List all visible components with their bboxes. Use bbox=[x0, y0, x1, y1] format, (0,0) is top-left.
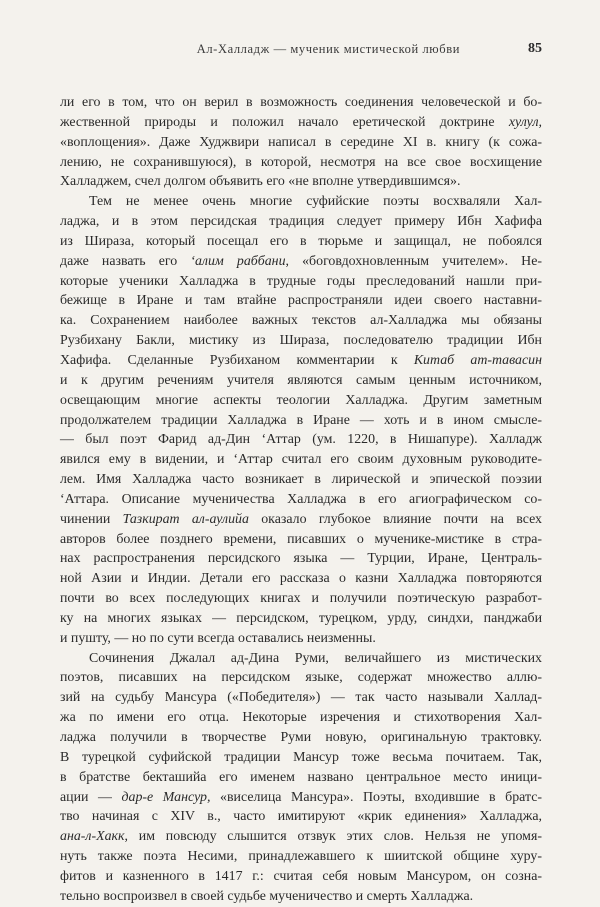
text-segment: «виселица Мансура». Поэты, входившие в братс- bbox=[210, 789, 542, 805]
text-line bbox=[60, 609, 542, 629]
text-line bbox=[60, 668, 542, 688]
text-line bbox=[60, 490, 542, 510]
text-line bbox=[60, 192, 542, 212]
text-segment: ку на многих языках — персидском, турецком, урду, синдхи, панджаби bbox=[60, 610, 542, 626]
text-line bbox=[60, 133, 542, 153]
text-segment: освещающим многие аспекты теологии Халладжа. Другим заметным bbox=[60, 392, 542, 408]
text-line bbox=[60, 331, 542, 351]
text-segment: Халладжем, счел долгом объявить его «не вполне утвердившимся». bbox=[60, 174, 461, 190]
text-segment: Тем не менее очень многие суфийские поэты восхваляли Хал- bbox=[89, 194, 542, 210]
text-line bbox=[60, 153, 542, 173]
text-segment: жественной природы и положил начало еретической доктрине bbox=[60, 114, 509, 130]
text-segment: бежище в Иране и там втайне распространяли идеи своего наставни- bbox=[60, 293, 542, 309]
text-line bbox=[60, 569, 542, 589]
page-header bbox=[60, 42, 542, 62]
text-segment: тво начиная с XIV в., часто имитируют «крик единения» Халладжа, bbox=[60, 809, 542, 825]
page-number: 85 bbox=[528, 41, 542, 56]
text-segment: и к другим речениям учителя являются самым ценным источником, bbox=[60, 372, 542, 388]
text-segment: ли его в том, что он верил в возможность соединения человеческой и бо- bbox=[60, 95, 542, 110]
text-segment: чинении bbox=[60, 511, 123, 527]
text-segment: зий на судьбу Мансура («Победителя») — так часто называли Халлад- bbox=[60, 690, 542, 706]
text-segment: лем. Имя Халладжа часто возникает в лирической и эпической поэзии bbox=[60, 472, 542, 488]
text-line bbox=[60, 708, 542, 728]
text-segment: — был поэт Фарид ад-Дин ʻАттар (ум. 1220, в Нишапуре). Халладж bbox=[60, 432, 542, 448]
text-segment: ладжа получили в творчестве Руми новую, оригинальную трактовку. bbox=[60, 730, 542, 745]
text-segment: жа по имени его отца. Некоторые изречения и стихотворения Хал- bbox=[60, 710, 542, 726]
text-line bbox=[60, 629, 542, 649]
text-segment: даже назвать его bbox=[60, 253, 191, 269]
text-line bbox=[60, 549, 542, 569]
text-segment: в братстве бекташийа его именем названо центральное место иници- bbox=[60, 769, 542, 785]
text-line bbox=[60, 430, 542, 450]
text-segment: ка. Сохранением наиболее важных текстов ал-Халладжа мы обязаны bbox=[60, 313, 542, 329]
text-line bbox=[60, 291, 542, 311]
text-line bbox=[60, 212, 542, 232]
text-line bbox=[60, 371, 542, 391]
text-segment: ладжа, и в этом персидская традиция следует примеру Ибн Хафифа bbox=[60, 214, 542, 230]
text-line bbox=[60, 113, 542, 133]
text-line bbox=[60, 391, 542, 411]
text-line bbox=[60, 510, 542, 530]
text-line bbox=[60, 272, 542, 292]
text-segment: нах распространения персидского языка — Турции, Иране, Централь- bbox=[60, 551, 542, 567]
text-segment: оказало глубокое влияние почти на всех bbox=[248, 511, 543, 527]
text-line bbox=[60, 867, 542, 887]
text-line bbox=[60, 351, 542, 371]
italic-term: дар-е Мансур, bbox=[121, 789, 211, 805]
text-line bbox=[60, 688, 542, 708]
text-segment: тельно воспроизвел в своей судьбе мученичество и смерть Халладжа. bbox=[60, 888, 474, 904]
italic-term: ана-л-Хакк bbox=[60, 829, 125, 845]
text-line bbox=[60, 411, 542, 431]
text-segment: почти во всех последующих книгах и получили поэтическую разработ- bbox=[60, 591, 542, 607]
text-segment: лению, не сохранившуюся), в которой, несмотря на все свое восхищение bbox=[60, 154, 542, 170]
text-line bbox=[60, 589, 542, 609]
text-line bbox=[60, 788, 542, 808]
text-segment: из Шираза, который посещал его в тюрьме и защищал, не побоялся bbox=[60, 233, 542, 249]
italic-term: Тазкират ал-аулийа bbox=[122, 511, 249, 527]
body-text bbox=[60, 93, 542, 907]
text-line bbox=[60, 748, 542, 768]
text-line bbox=[60, 252, 542, 272]
text-line bbox=[60, 827, 542, 847]
text-line bbox=[60, 847, 542, 867]
text-line bbox=[60, 470, 542, 490]
text-line bbox=[60, 450, 542, 470]
text-line bbox=[60, 807, 542, 827]
text-segment: Хафифа. Сделанные Рузбиханом комментарии к bbox=[60, 352, 414, 368]
text-segment: «воплощения». Даже Худжвири написал в середине XI в. книгу (к сожа- bbox=[60, 134, 542, 150]
text-segment: Рузбихану Бакли, мистику из Шираза, последователю традиции Ибн bbox=[60, 333, 542, 349]
running-head: Ал-Халладж — мученик мистической любви bbox=[196, 42, 460, 56]
italic-term: ʻалим раббани bbox=[190, 253, 286, 269]
text-line bbox=[60, 649, 542, 669]
italic-term: хулул, bbox=[508, 114, 542, 130]
italic-term: Китаб ат-тавасин bbox=[413, 352, 543, 368]
text-segment: , «боговдохновленным учителем». Не- bbox=[285, 253, 542, 269]
text-line bbox=[60, 232, 542, 252]
text-segment: , им повсюду слышится отзвук этих слов. Нельзя не упомя- bbox=[124, 829, 542, 845]
text-segment: Сочинения Джалал ад-Дина Руми, величайшего из мистических bbox=[89, 650, 542, 666]
text-segment: ной Азии и Индии. Детали его рассказа о казни Халладжа повторяются bbox=[60, 571, 542, 587]
text-segment: фитов и казненного в 1417 г.: считая себя новым Мансуром, он созна- bbox=[60, 868, 542, 884]
text-segment: которые ученики Халладжа в трудные годы преследований нашли при- bbox=[60, 273, 542, 289]
text-segment: В турецкой суфийской традиции Мансур тоже весьма почитаем. Так, bbox=[60, 749, 542, 765]
text-segment: ʻАттара. Описание мученичества Халладжа в его агиографическом со- bbox=[60, 491, 542, 507]
text-segment: поэтов, писавших на персидском языке, содержат множество аллю- bbox=[60, 670, 542, 686]
text-line bbox=[60, 93, 542, 113]
text-segment: ации — bbox=[60, 789, 122, 805]
text-segment: нуть также поэта Несими, принадлежавшего к шиитской общине хуру- bbox=[60, 849, 542, 865]
text-line bbox=[60, 311, 542, 331]
text-segment: и пушту, — но по сути всегда оставались неизменны. bbox=[60, 630, 376, 646]
text-line bbox=[60, 728, 542, 748]
text-segment: продолжателем традиции Халладжа в Иране — хоть и в ином смысле- bbox=[60, 412, 542, 428]
text-line bbox=[60, 887, 542, 907]
text-line bbox=[60, 768, 542, 788]
text-line bbox=[60, 172, 542, 192]
text-segment: явился ему в видении, и ʻАттар считал его своим духовным руководите- bbox=[60, 452, 542, 468]
text-segment: авторов более позднего времени, писавших о мученике-мистике в стра- bbox=[60, 531, 542, 547]
text-line bbox=[60, 530, 542, 550]
